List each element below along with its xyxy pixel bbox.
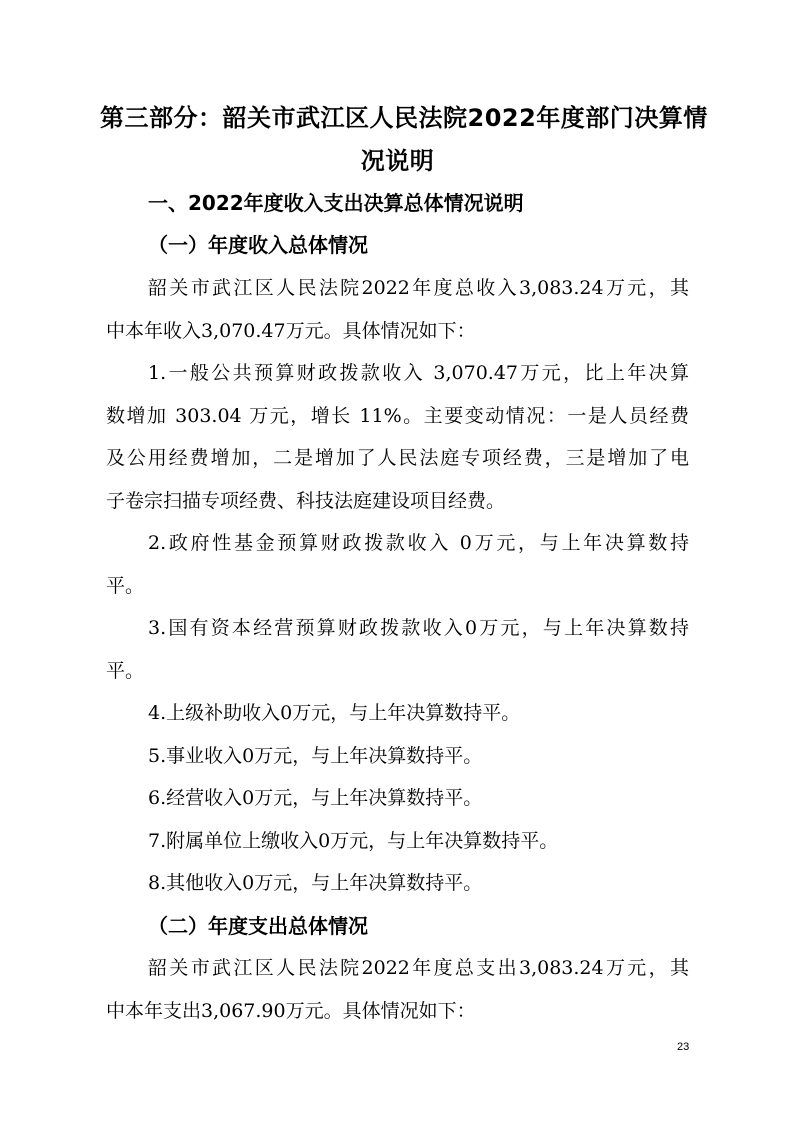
income-item-3-line-1: 3.国有资本经营预算财政拨款收入0万元，与上年决算数持 — [148, 617, 689, 639]
income-item-1-line-2: 数增加 303.04 万元，增长 11%。主要变动情况：一是人员经费 — [106, 405, 689, 427]
income-item-1-line-3: 及公用经费增加，二是增加了人民法庭专项经费，三是增加了电 — [106, 447, 689, 469]
income-item-7: 7.附属单位上缴收入0万元，与上年决算数持平。 — [148, 830, 559, 852]
income-item-1-line-4: 子卷宗扫描专项经费、科技法庭建设项目经费。 — [106, 490, 506, 512]
income-item-1-line-1: 1.一般公共预算财政拨款收入 3,070.47万元，比上年决算 — [148, 362, 689, 384]
income-intro-line-1: 韶关市武江区人民法院2022年度总收入3,083.24万元，其 — [148, 277, 689, 299]
subsection-heading-expenditure: （二）年度支出总体情况 — [148, 914, 368, 938]
income-item-3-line-2: 平。 — [106, 660, 145, 682]
income-item-5: 5.事业收入0万元，与上年决算数持平。 — [148, 745, 483, 767]
income-item-6: 6.经营收入0万元，与上年决算数持平。 — [148, 787, 483, 809]
income-item-2-line-2: 平。 — [106, 575, 145, 597]
income-item-8: 8.其他收入0万元，与上年决算数持平。 — [148, 872, 483, 894]
income-intro-line-2: 中本年收入3,070.47万元。具体情况如下： — [106, 320, 476, 342]
expenditure-intro-line-2: 中本年支出3,067.90万元。具体情况如下： — [106, 1000, 476, 1022]
page-number: 23 — [677, 1041, 690, 1053]
page-title-line-2: 况说明 — [360, 147, 435, 175]
page-title-line-1: 第三部分：韶关市武江区人民法院2022年度部门决算情 — [100, 104, 708, 132]
expenditure-intro-line-1: 韶关市武江区人民法院2022年度总支出3,083.24万元，其 — [148, 957, 689, 979]
income-item-4: 4.上级补助收入0万元，与上年决算数持平。 — [148, 702, 521, 724]
section-heading: 一、2022年度收入支出决算总体情况说明 — [148, 191, 524, 215]
subsection-heading-income: （一）年度收入总体情况 — [148, 233, 368, 257]
income-item-2-line-1: 2.政府性基金预算财政拨款收入 0万元，与上年决算数持 — [148, 532, 689, 554]
